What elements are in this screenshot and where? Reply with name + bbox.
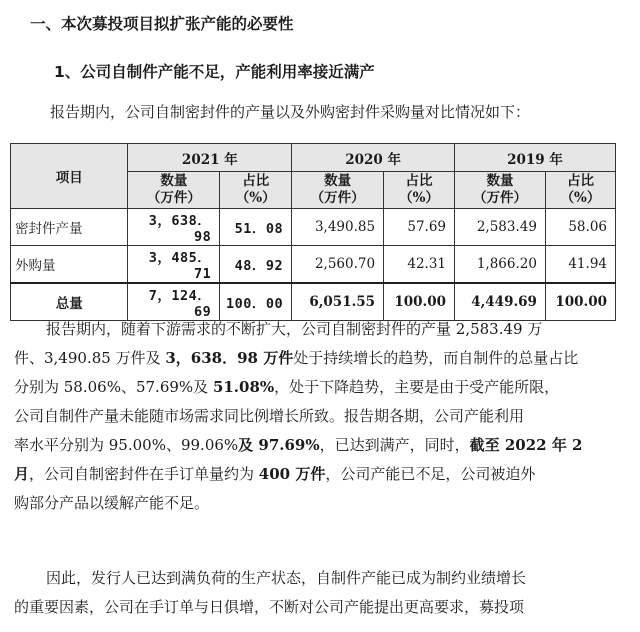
header-year-2020: 2020 年 xyxy=(292,144,455,172)
paragraph-line: 件、3,490.85 万件及 3，638．98 万件处于持续增长的趋势，而自制件的总量占比 xyxy=(14,349,579,367)
header-qty: 数量 （万件） xyxy=(128,172,220,209)
intro-paragraph xyxy=(14,101,530,122)
paragraph-line: 因此，发行人已达到满负荷的生产状态，自制件产能已成为制约业绩增长 xyxy=(46,569,527,587)
table-cell: 57.69 xyxy=(384,209,455,246)
header-year-2021: 2021 年 xyxy=(128,144,292,172)
table-row xyxy=(11,246,616,284)
row-label: 总量 xyxy=(11,283,128,321)
table-cell: 7，124．69 xyxy=(128,283,220,321)
header-pct: 占比 （%） xyxy=(220,172,292,209)
header-qty: 数量 （万件） xyxy=(455,172,546,209)
paragraph-line: 报告期内，随着下游需求的不断扩大，公司自制密封件的产量 2,583.49 万 xyxy=(46,320,543,338)
table-cell: 100．00 xyxy=(220,283,292,321)
row-label: 外购量 xyxy=(11,246,128,284)
table-cell: 4,449.69 xyxy=(455,283,546,321)
body-paragraph-2 xyxy=(14,564,626,622)
paragraph-line: 的重要因素，公司在手订单与日俱增，不断对公司产能提出更高要求，募投项 xyxy=(14,598,525,616)
section-heading: 一、本次募投项目拟扩张产能的必要性 xyxy=(30,15,294,33)
table-cell: 1,866.20 xyxy=(455,246,546,284)
table-cell: 3,490.85 xyxy=(292,209,384,246)
header-year-2019: 2019 年 xyxy=(455,144,616,172)
table-cell: 3，638．98 xyxy=(128,209,220,246)
table-cell: 2,560.70 xyxy=(292,246,384,284)
table-cell: 3，485．71 xyxy=(128,246,220,284)
paragraph-line: 率水平分别为 95.00%、99.06%及 97.69%，已达到满产，同时，截至 2022 年 2 xyxy=(14,436,583,454)
table-cell: 2,583.49 xyxy=(455,209,546,246)
table-cell: 51．08 xyxy=(220,209,292,246)
paragraph-line: 分别为 58.06%、57.69%及 51.08%，处于下降趋势，主要是由于受产能所限， xyxy=(14,378,560,396)
table-cell: 100.00 xyxy=(384,283,455,321)
row-label: 密封件产量 xyxy=(11,209,128,246)
table-cell: 41.94 xyxy=(545,246,615,284)
table-cell: 6,051.55 xyxy=(292,283,384,321)
header-item: 项目 xyxy=(11,144,128,209)
table-cell: 42.31 xyxy=(384,246,455,284)
table-cell: 58.06 xyxy=(545,209,615,246)
header-qty: 数量 （万件） xyxy=(292,172,384,209)
paragraph-line: 月，公司自制密封件在手订单量约为 400 万件，公司产能已不足，公司被迫外 xyxy=(14,465,536,483)
table-cell: 48．92 xyxy=(220,246,292,284)
sealing-parts-table xyxy=(10,143,616,321)
body-paragraph-1 xyxy=(14,315,626,518)
subsection-heading: 1、公司自制件产能不足，产能利用率接近满产 xyxy=(54,63,375,81)
table-row xyxy=(11,209,616,246)
table-cell: 100.00 xyxy=(545,283,615,321)
paragraph-line: 公司自制件产量未能随市场需求同比例增长所致。报告期各期，公司产能利用 xyxy=(14,407,525,425)
intro-text: 报告期内，公司自制密封件的产量以及外购密封件采购量对比情况如下： xyxy=(50,103,531,121)
header-pct: 占比 （%） xyxy=(545,172,615,209)
header-pct: 占比 （%） xyxy=(384,172,455,209)
paragraph-line: 购部分产品以缓解产能不足。 xyxy=(14,494,210,512)
